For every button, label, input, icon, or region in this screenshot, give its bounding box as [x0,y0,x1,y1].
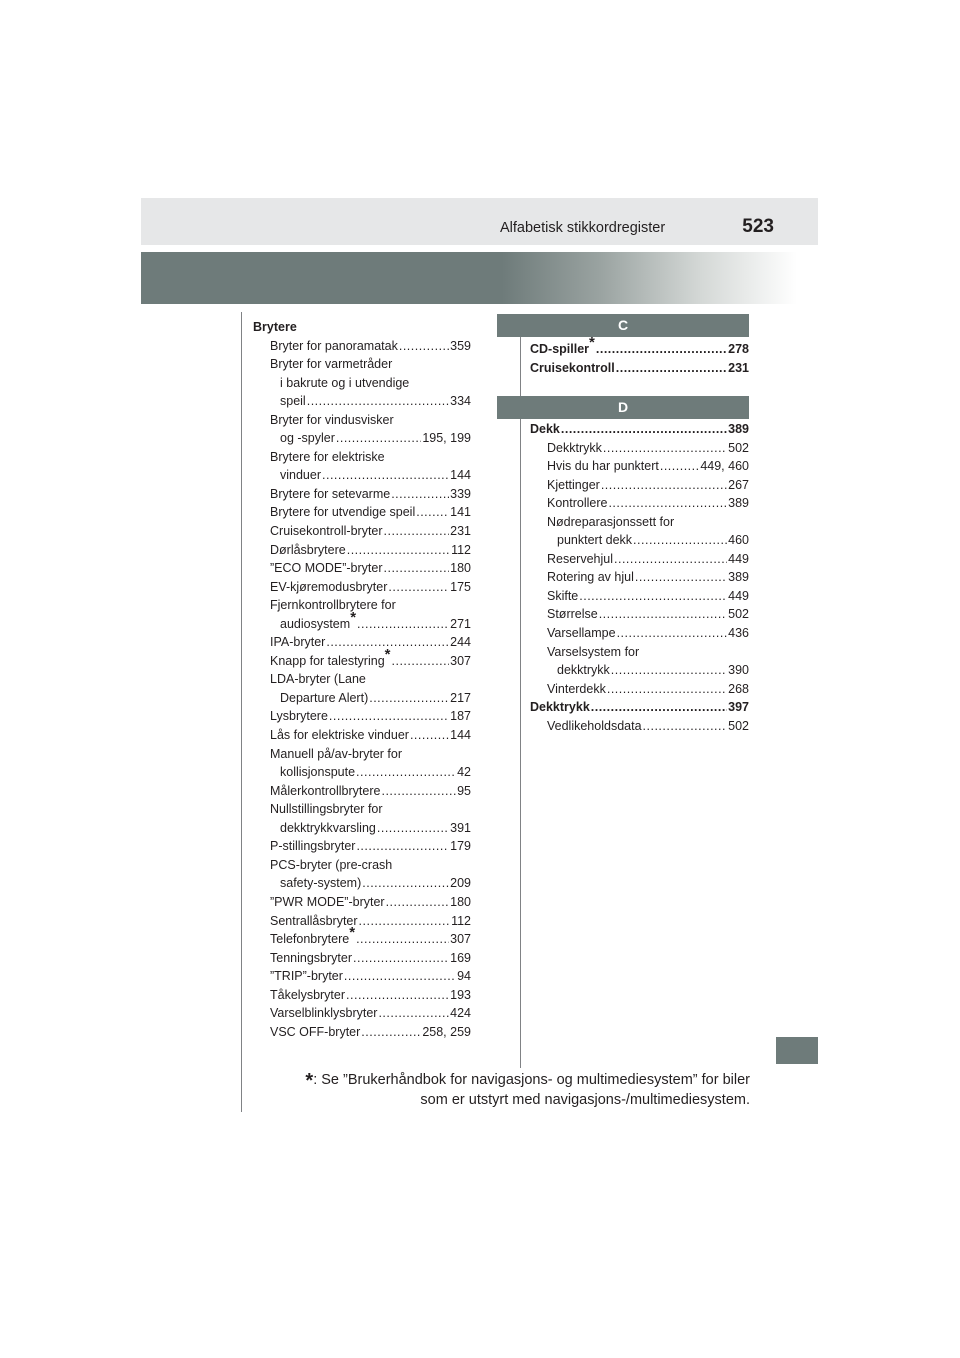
entry-text: Bryter for vindusvisker [270,412,394,427]
entry-text: Skifte [547,588,579,603]
index-entry [530,359,749,378]
entry-page: 359 [450,338,471,353]
index-entry [530,550,749,569]
index-entry [253,411,471,430]
dot-leader [359,912,451,931]
dot-leader [410,726,449,745]
entry-text: kollisjonspute [280,765,356,780]
index-entry [253,745,471,764]
entry-page: 42 [457,765,471,780]
index-entry [253,923,471,949]
entry-text: i bakrute og i utvendige [280,375,410,390]
index-entry [530,333,749,359]
index-entry [253,800,471,819]
footnote-star-marker: * [589,333,595,351]
entry-page: 397 [728,700,749,715]
index-entry [530,717,749,736]
entry-text: Nødreparasjonssett for [547,514,675,529]
page-title: Alfabetisk stikkordregister [500,220,666,236]
entry-page: 307 [450,653,471,668]
dot-leader [356,763,456,782]
index-entry [253,578,471,597]
entry-page: 449 [728,588,749,603]
index-entry [253,819,471,838]
footnote-text-1: : Se ”Brukerhåndbok for navigasjons- og multimediesystem” for biler [313,1072,750,1088]
page-number: 523 [742,216,774,237]
index-entry [253,596,471,615]
index-entry [530,568,749,587]
dot-leader [322,466,449,485]
index-entry [253,967,471,986]
index-entry [253,689,471,708]
entry-page: 231 [450,524,471,539]
entry-page: 436 [728,626,749,641]
index-entry [253,503,471,522]
entry-text: Varselblinklysbryter [270,1006,378,1021]
footnote-star-marker: * [384,645,391,663]
footnote-star: * [305,1070,314,1092]
entry-text: Telefonbrytere [270,932,350,947]
entry-text: Brytere for elektriske [270,449,385,464]
index-entry [530,605,749,624]
entry-page: 144 [450,468,471,483]
entry-text: Tåkelysbryter [270,987,346,1002]
dot-leader [378,1004,449,1023]
entry-page: 339 [450,486,471,501]
entry-text: Varsellampe [547,626,616,641]
entry-page: 307 [450,932,471,947]
index-entry [253,645,471,671]
dot-leader [307,392,449,411]
dot-leader [329,707,449,726]
index-entry [530,587,749,606]
entry-page: 112 [451,542,471,557]
index-entry [253,763,471,782]
entry-text: Dekk [530,422,560,436]
dot-leader [601,476,727,495]
entry-page: 141 [450,505,471,520]
entry-text: Tenningsbryter [270,950,352,965]
index-entry [253,633,471,652]
dot-leader [356,930,449,949]
index-entry [253,949,471,968]
entry-page: 180 [450,561,471,576]
entry-page: 95 [457,783,471,798]
chapter-tab [776,1037,818,1064]
dot-leader [596,340,727,359]
entry-page: 209 [450,876,471,891]
dot-leader [353,949,449,968]
index-entry [530,643,749,662]
entry-page: 460 [728,533,749,548]
index-entry [530,439,749,458]
dot-leader [344,967,456,986]
dot-leader [381,782,456,801]
dot-leader [392,652,450,671]
index-entry [253,856,471,875]
entry-page: 502 [728,607,749,622]
dot-leader [362,874,449,893]
index-column-left [253,318,471,1041]
entry-page: 502 [728,440,749,455]
entry-text: Lås for elektriske vinduer [270,728,409,743]
entry-text: Kontrollere [547,496,608,511]
entry-text: Dekktrykk [547,440,602,455]
entry-page: 217 [450,690,471,705]
index-entry [253,837,471,856]
entry-page: 112 [451,913,471,928]
index-entry [253,893,471,912]
entry-page: 195, 199 [422,431,471,446]
entry-text: Sentrallåsbryter [270,913,358,928]
index-entry [253,466,471,485]
index-entry [253,337,471,356]
entry-page: 94 [457,969,471,984]
index-section-c [530,333,749,377]
entry-text: Vinterdekk [547,681,606,696]
entry-page: 258, 259 [422,1024,471,1039]
index-entry [530,494,749,513]
entry-text: punktert dekk [557,533,633,548]
index-entry [253,782,471,801]
dot-leader [607,680,727,699]
entry-text: ”PWR MODE”-bryter [270,894,385,909]
dot-leader [369,689,449,708]
entry-text: CD-spiller [530,342,590,356]
index-entry [253,874,471,893]
index-entry [253,318,471,337]
entry-page: 144 [450,728,471,743]
entry-text: audiosystem [280,616,351,631]
entry-text: Fjernkontrollbrytere for [270,598,396,613]
dot-leader [643,717,728,736]
footnote-line-1 [280,1068,750,1090]
index-entry [530,476,749,495]
entry-text: Cruisekontroll [530,360,615,375]
entry-text: Hvis du har punktert [547,459,659,474]
entry-page: 449 [728,551,749,566]
dot-leader [616,359,727,378]
entry-text: LDA-bryter (Lane [270,672,366,687]
dot-leader [384,522,450,541]
entry-page: 449, 460 [700,459,749,474]
entry-page: 502 [728,718,749,733]
entry-text: vinduer [280,468,321,483]
dot-leader [388,578,449,597]
entry-page: 389 [728,496,749,511]
index-entry [530,661,749,680]
entry-text: og -spyler [280,431,335,446]
index-entry [530,513,749,532]
column-divider [520,336,521,1068]
entry-text: Cruisekontroll-bryter [270,524,383,539]
entry-text: safety-system) [280,876,362,891]
entry-page: 391 [450,820,471,835]
index-entry [253,670,471,689]
index-entry [253,986,471,1005]
dot-leader [611,661,727,680]
index-entry [253,448,471,467]
index-section-d [530,420,749,735]
dot-leader [391,485,449,504]
index-entry [530,420,749,439]
section-letter-d: D [497,396,749,419]
dot-leader [416,503,449,522]
entry-text: Målerkontrollbrytere [270,783,381,798]
entry-page: 278 [728,342,749,356]
entry-text: Manuell på/av-bryter for [270,746,403,761]
entry-text: Varselsystem for [547,644,640,659]
dot-leader [633,531,727,550]
entry-text: Rotering av hjul [547,570,634,585]
entry-text: Departure Alert) [280,690,369,705]
index-entry [253,429,471,448]
index-entry [253,374,471,393]
page-header-bar [141,198,818,245]
dot-leader [346,986,449,1005]
entry-page: 193 [450,987,471,1002]
entry-text: Bryter for panoramatak [270,338,398,353]
entry-text: Dekktrykk [530,700,590,715]
entry-text: Vedlikeholdsdata [547,718,642,733]
dot-leader [386,893,450,912]
entry-text: Lysbrytere [270,709,328,724]
index-entry [253,726,471,745]
index-entry [253,1004,471,1023]
index-entry [253,912,471,931]
dot-leader [399,337,449,356]
index-entry [530,624,749,643]
entry-text: Brytere for utvendige speil [270,505,416,520]
footnote-star-marker: * [349,923,356,941]
entry-page: 179 [450,839,471,854]
entry-page: 244 [450,635,471,650]
dot-leader [356,837,449,856]
dot-leader [377,819,449,838]
dot-leader [591,698,727,717]
dot-leader [635,568,727,587]
dot-leader [617,624,728,643]
dot-leader [384,559,450,578]
entry-page: 267 [728,477,749,492]
index-entry [253,1023,471,1042]
entry-text: Brytere for setevarme [270,486,391,501]
entry-page: 424 [450,1006,471,1021]
footnote-star-marker: * [350,608,357,626]
left-margin-rule [241,312,242,1112]
dot-leader [614,550,727,569]
entry-text: PCS-bryter (pre-crash [270,857,393,872]
dot-leader [561,420,727,439]
dot-leader [599,605,727,624]
footnote-line-2: som er utstyrt med navigasjons-/multimediesystem. [420,1092,750,1108]
entry-text: IPA-bryter [270,635,326,650]
entry-page: 390 [728,663,749,678]
entry-text: Reservehjul [547,551,614,566]
index-entry [253,608,471,634]
entry-text: dekktrykkvarsling [280,820,376,835]
entry-text: ”ECO MODE”-bryter [270,561,383,576]
header-gradient-band [141,252,797,304]
index-entry [253,541,471,560]
entry-text: ”TRIP”-bryter [270,969,343,984]
entry-page: 389 [728,570,749,585]
entry-page: 268 [728,681,749,696]
dot-leader [603,439,727,458]
entry-page: 169 [450,950,471,965]
dot-leader [608,494,727,513]
index-entry [530,457,749,476]
index-entry [253,522,471,541]
index-entry [530,698,749,717]
footnote [280,1068,750,1110]
entry-text: Brytere [253,320,297,334]
entry-page: 334 [450,394,471,409]
dot-leader [361,1023,421,1042]
dot-leader [660,457,699,476]
entry-text: Dørlåsbrytere [270,542,346,557]
dot-leader [336,429,421,448]
entry-page: 175 [450,579,471,594]
dot-leader [347,541,450,560]
entry-page: 389 [728,422,749,436]
index-entry [253,485,471,504]
entry-page: 231 [728,360,749,375]
index-entry [253,559,471,578]
index-entry [253,707,471,726]
entry-text: Knapp for talestyring [270,653,385,668]
dot-leader [357,615,449,634]
entry-page: 180 [450,894,471,909]
entry-text: Nullstillingsbryter for [270,802,383,817]
entry-text: Størrelse [547,607,598,622]
entry-text: Kjettinger [547,477,600,492]
index-entry [530,531,749,550]
entry-text: Bryter for varmetråder [270,357,393,372]
entry-text: EV-kjøremodusbryter [270,579,388,594]
entry-text: dekktrykk [557,663,610,678]
dot-leader [579,587,727,606]
entry-text: VSC OFF-bryter [270,1024,361,1039]
section-letter-c: C [497,314,749,337]
entry-text: speil [280,394,306,409]
entry-text: P-stillingsbryter [270,839,356,854]
index-entry [253,392,471,411]
index-entry [530,680,749,699]
entry-page: 187 [450,709,471,724]
index-entry [253,355,471,374]
entry-page: 271 [450,616,471,631]
